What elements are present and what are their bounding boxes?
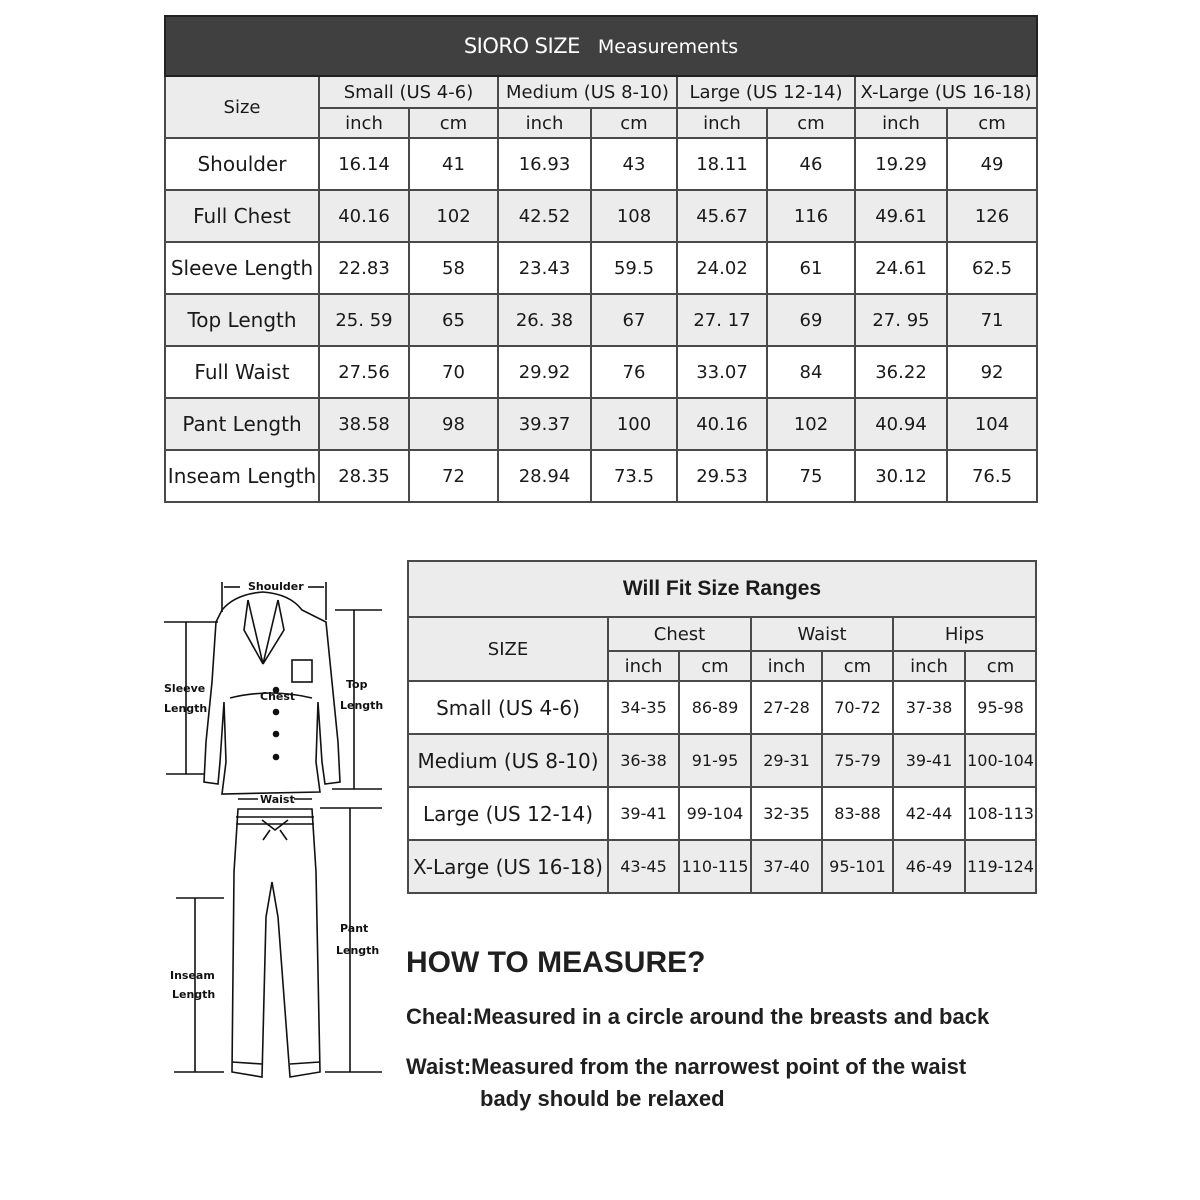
unit-cm: cm: [947, 108, 1037, 138]
value-cell: 18.11: [677, 138, 767, 190]
waist-instruction-continued: bady should be relaxed: [480, 1086, 725, 1111]
table-row: [165, 138, 1037, 190]
value-cell: 32-35: [751, 787, 822, 840]
value-cell: 110-115: [679, 840, 751, 893]
value-cell: 42.52: [498, 190, 591, 242]
row-label: Inseam Length: [165, 450, 319, 502]
value-cell: 100-104: [965, 734, 1036, 787]
value-cell: 84: [767, 346, 855, 398]
top-label-2: Length: [340, 699, 384, 712]
value-cell: 95-98: [965, 681, 1036, 734]
unit-cm: cm: [822, 651, 893, 681]
unit-inch: inch: [893, 651, 965, 681]
title-suffix: Measurements: [597, 36, 739, 58]
value-cell: 75: [767, 450, 855, 502]
pajama-pants-illustration: [232, 809, 320, 1077]
measurements-title: [165, 16, 1037, 76]
waist-instruction: Waist:Measured from the narrowest point of the waist: [406, 1054, 967, 1079]
table-row: [165, 346, 1037, 398]
value-cell: 76: [591, 346, 677, 398]
size-col-large: Large (US 12-14): [677, 76, 855, 108]
inseam-label-1: Inseam: [170, 969, 215, 982]
unit-inch: inch: [319, 108, 409, 138]
value-cell: 38.58: [319, 398, 409, 450]
value-cell: 119-124: [965, 840, 1036, 893]
value-cell: 92: [947, 346, 1037, 398]
value-cell: 27.56: [319, 346, 409, 398]
value-cell: 69: [767, 294, 855, 346]
value-cell: 86-89: [679, 681, 751, 734]
value-cell: 58: [409, 242, 498, 294]
value-cell: 37-38: [893, 681, 965, 734]
value-cell: 95-101: [822, 840, 893, 893]
value-cell: 108-113: [965, 787, 1036, 840]
waist-label: Waist: [260, 793, 295, 806]
row-label: Shoulder: [165, 138, 319, 190]
shoulder-label: Shoulder: [248, 580, 304, 593]
brand-title: SIORO SIZE: [463, 34, 580, 58]
unit-cm: cm: [409, 108, 498, 138]
value-cell: 25. 59: [319, 294, 409, 346]
value-cell: 65: [409, 294, 498, 346]
size-header: Size: [165, 76, 319, 138]
how-to-measure-heading: HOW TO MEASURE?: [406, 946, 706, 979]
value-cell: 62.5: [947, 242, 1037, 294]
row-label: Top Length: [165, 294, 319, 346]
table-row: [408, 734, 1036, 787]
unit-inch: inch: [855, 108, 947, 138]
sleeve-label-1: Sleeve: [164, 682, 206, 695]
table-row: [165, 398, 1037, 450]
chest-label: Chest: [260, 690, 296, 703]
unit-inch: inch: [751, 651, 822, 681]
value-cell: 28.94: [498, 450, 591, 502]
row-label: Small (US 4-6): [408, 681, 608, 734]
value-cell: 46: [767, 138, 855, 190]
value-cell: 39-41: [893, 734, 965, 787]
measurements-table: [164, 15, 1038, 503]
value-cell: 43-45: [608, 840, 679, 893]
pant-label-1: Pant: [340, 922, 369, 935]
unit-cm: cm: [679, 651, 751, 681]
chest-instruction: Cheal:Measured in a circle around the breasts and back: [406, 1004, 990, 1029]
value-cell: 26. 38: [498, 294, 591, 346]
table-row: [408, 840, 1036, 893]
value-cell: 83-88: [822, 787, 893, 840]
value-cell: 19.29: [855, 138, 947, 190]
value-cell: 39.37: [498, 398, 591, 450]
value-cell: 98: [409, 398, 498, 450]
value-cell: 99-104: [679, 787, 751, 840]
row-label: Pant Length: [165, 398, 319, 450]
value-cell: 70: [409, 346, 498, 398]
value-cell: 71: [947, 294, 1037, 346]
unit-cm: cm: [591, 108, 677, 138]
unit-inch: inch: [608, 651, 679, 681]
value-cell: 42-44: [893, 787, 965, 840]
unit-cm: cm: [965, 651, 1036, 681]
value-cell: 27. 17: [677, 294, 767, 346]
inseam-label-2: Length: [172, 988, 216, 1001]
sleeve-label-2: Length: [164, 702, 208, 715]
value-cell: 108: [591, 190, 677, 242]
table-row: [408, 681, 1036, 734]
table-row: [165, 294, 1037, 346]
value-cell: 40.16: [319, 190, 409, 242]
value-cell: 16.93: [498, 138, 591, 190]
row-label: Medium (US 8-10): [408, 734, 608, 787]
value-cell: 43: [591, 138, 677, 190]
value-cell: 36.22: [855, 346, 947, 398]
value-cell: 29.53: [677, 450, 767, 502]
value-cell: 100: [591, 398, 677, 450]
value-cell: 116: [767, 190, 855, 242]
value-cell: 36-38: [608, 734, 679, 787]
fit-size-header: SIZE: [408, 617, 608, 681]
group-chest: Chest: [608, 617, 751, 651]
value-cell: 46-49: [893, 840, 965, 893]
value-cell: 59.5: [591, 242, 677, 294]
value-cell: 34-35: [608, 681, 679, 734]
row-label: Full Waist: [165, 346, 319, 398]
row-label: Full Chest: [165, 190, 319, 242]
value-cell: 16.14: [319, 138, 409, 190]
unit-inch: inch: [677, 108, 767, 138]
row-label: Large (US 12-14): [408, 787, 608, 840]
value-cell: 23.43: [498, 242, 591, 294]
table-row: [408, 787, 1036, 840]
value-cell: 37-40: [751, 840, 822, 893]
value-cell: 24.61: [855, 242, 947, 294]
value-cell: 27-28: [751, 681, 822, 734]
size-col-medium: Medium (US 8-10): [498, 76, 677, 108]
value-cell: 27. 95: [855, 294, 947, 346]
table-row: [165, 242, 1037, 294]
value-cell: 49.61: [855, 190, 947, 242]
table-row: [165, 450, 1037, 502]
value-cell: 67: [591, 294, 677, 346]
value-cell: 45.67: [677, 190, 767, 242]
value-cell: 70-72: [822, 681, 893, 734]
value-cell: 41: [409, 138, 498, 190]
value-cell: 61: [767, 242, 855, 294]
value-cell: 29-31: [751, 734, 822, 787]
value-cell: 126: [947, 190, 1037, 242]
value-cell: 49: [947, 138, 1037, 190]
value-cell: 91-95: [679, 734, 751, 787]
measurement-diagram: [160, 572, 390, 1087]
unit-cm: cm: [767, 108, 855, 138]
pant-label-2: Length: [336, 944, 380, 957]
size-col-xlarge: X-Large (US 16-18): [855, 76, 1037, 108]
value-cell: 30.12: [855, 450, 947, 502]
fit-table-title: Will Fit Size Ranges: [408, 561, 1036, 617]
value-cell: 75-79: [822, 734, 893, 787]
value-cell: 72: [409, 450, 498, 502]
group-hips: Hips: [893, 617, 1036, 651]
unit-inch: inch: [498, 108, 591, 138]
value-cell: 39-41: [608, 787, 679, 840]
table-row: [165, 190, 1037, 242]
value-cell: 22.83: [319, 242, 409, 294]
value-cell: 76.5: [947, 450, 1037, 502]
top-label-1: Top: [346, 678, 368, 691]
row-label: Sleeve Length: [165, 242, 319, 294]
value-cell: 102: [767, 398, 855, 450]
size-col-small: Small (US 4-6): [319, 76, 498, 108]
row-label: X-Large (US 16-18): [408, 840, 608, 893]
value-cell: 24.02: [677, 242, 767, 294]
value-cell: 73.5: [591, 450, 677, 502]
value-cell: 29.92: [498, 346, 591, 398]
group-waist: Waist: [751, 617, 893, 651]
fit-size-table: [407, 560, 1037, 894]
value-cell: 102: [409, 190, 498, 242]
value-cell: 104: [947, 398, 1037, 450]
value-cell: 28.35: [319, 450, 409, 502]
value-cell: 40.16: [677, 398, 767, 450]
value-cell: 40.94: [855, 398, 947, 450]
value-cell: 33.07: [677, 346, 767, 398]
